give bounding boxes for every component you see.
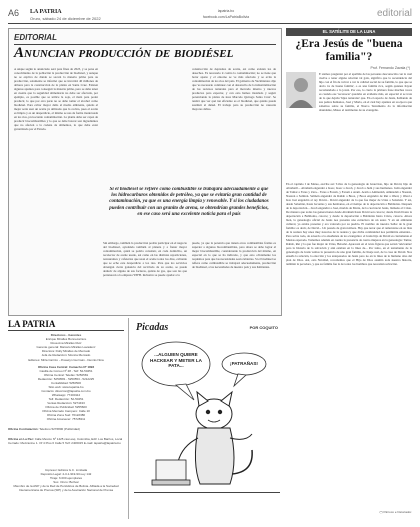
office-line: Oficina Central: Telefax: 5250581 xyxy=(43,373,89,377)
column-lead: E stamos preguntar por el apellido de las personas desconocida con la cual vuelve a tener alguna relación tal gala, significa que la ascendencia del hijo con el fin de volver a ver la calidad social de su familia, lo que que se decía 'es de buena familia', o es una familia rica, según quienes hayan recomendado a la joven. Por eso, lo cierto la primera frase muchas veces es cuando ese 'reconocer' quedaba en evidente más, en especial si se trata de lo que dejaba 'hijos naturales' que. En el espacio de Jesús, hablando de sus padres humanos, José y María, en el cual hay apuntes en su época que sabemos sobre su familia, el Nuevo Testamento da la información abundante, Mateo el testimonio de su evangelio. xyxy=(319,72,412,112)
staff-line: Gerente general: Marcelo Miralles Lavadenz xyxy=(36,345,96,350)
la-paz-value: Calle Mexico Nº 1425 casi esq. Colombia, Edif. Los Barrios, Local Cerrado: Mezzanine 1. Of 4 Piso 6 Calle 5 Telf: 2406015 E-mail: lapatria@lapatria.bo xyxy=(8,437,123,445)
staff-line: Rosa Ana Miralles Ruiz xyxy=(50,341,82,346)
editorial-column-1: A unque según lo anunciado será para fines de 2023, y se pone en conocimiento de la población la producción de biodiésel, y aunque no se explica de dónde se sacará la materia prima para su producción, solamente se informó que se invertirá 40 millones de dólares para la construcción de la planta en Santa Cruz. Existen algunos apuntes para conseguir la materia prima, pero se debe tener en cuenta que la seguridad alimentaria no debe ser afectada, por ejemplo, es posible que se utilice la soja, el maíz para poder producir, lo que por otra parte no se debe tomar el alcohol como biodiésel. Para evitar mayor daño al medio ambiente, quizás el mejor sería usar un aceite ya utilizado que la cocina, pues el aceite es limpio y es un desperdicio, el mismo se usa de forma inadecuada en los ríos, provocando contaminación. La planta debe ser capaz de producir biocombustibles y lo que se debe buscar son ingredientes que no afecten a la cadena de alimentos, lo que debe estar garantizado por el Estado. xyxy=(14,67,98,131)
laptop-base xyxy=(152,480,190,485)
comic-title: Picadas xyxy=(136,322,169,333)
editorial-column-3: construcción de depósitos de aceite, así como existen los de desechos. Es necesario ir contra la contaminación; no se tiene que botar aparte y el entorno se ve más afectado y se evita la contaminación de los ríos del país. El gobierno de Yacimientos dijo que 'es necesario continuar con el desarrollo de la industrialización de los recursos naturales para el mercado interno y nuevos productos para exportar, y con esto hemos instalado y seguir potenciando la planta de úrea Marcelo Quiroga Santa Cruz'. Se tendrá que ver qué tan eficiente es el biodiésel, que quizás pueda sustituir al diésel. El trabajo para su producción no causaría mayores daños. xyxy=(192,67,276,111)
facebook-link[interactable]: facebook.com/LaPatriaBolivia xyxy=(202,15,250,19)
cat-body xyxy=(195,428,234,484)
contact-value: Telefono 5276800 (Publicidad) xyxy=(39,427,80,431)
office-line: Sitio web: www.lapatria.bo xyxy=(48,385,84,389)
office-line: Redacción: 5250581 - 5250553 - 5212225 xyxy=(37,377,95,381)
imprenta-line: Tiraje: 6.000 ejemplares xyxy=(49,476,83,480)
editorial-headline: Anuncian producción de biodiésel xyxy=(14,45,234,61)
pull-quote: Si el biodiésel se refiere como combustible se trabajará adecuadamente a que los hidrocarburos obtenidos de petróleo, ya que se evitaría gran cantidad de contaminación, ya que es una energía limpia y renovable. Y si los ciudadanos pueden contribuir con un granito de arena, se obtendrían grandes beneficios, en ese caso será una excelente noticia para el país xyxy=(109,187,269,217)
imprenta-line: Miembro de la ANP y de la Red de Periódicos de Bolivia. Afiliada a la Sociedad Interamericana de Prensa (SIP) y de la Asociación Nacional de Prensa xyxy=(13,484,119,492)
comic-credit: POR COQUITO xyxy=(249,325,278,330)
bubble-text-1: ...ALGUIEN QUIERE HACKEAR Y METER LA PATA... xyxy=(150,352,202,369)
office-line: Contacto: direccion@lapatria.com.bo xyxy=(41,389,91,393)
masthead-logo: LA PATRIA xyxy=(8,319,56,329)
cat-eye xyxy=(206,410,210,414)
office-line: Ventas Redacción: 5274433 xyxy=(47,401,85,405)
masthead-imprenta xyxy=(8,468,124,492)
masthead-staff xyxy=(8,333,124,362)
imprenta-line: Impresor: Editora G.C. Limitada xyxy=(44,468,88,472)
issue-date: Oruro, sábado 24 de diciembre de 2022 xyxy=(30,16,101,21)
staff-line: Jefa de Redacción: Monica Mercado xyxy=(41,353,91,358)
office-line: Contabilidad: 5250500 xyxy=(50,381,82,385)
column-footnote: (*) Párroco e historiador. xyxy=(379,510,412,514)
editorial-box xyxy=(8,28,282,316)
la-paz-label: Oficina en La Paz: xyxy=(8,437,34,441)
column-body: En el capítulo I de Mateo, escribe así: 'Libro de la genealogía de Jesucristo, hijo de David, hijo de Abraham'... Abraham engendró a Isaac, Isaac a Jacob, y Jacob a Judá y sus hermanos. Judá engendró de Tamar a Fares y Zara... Fares a Esrom, y Esrom a Aram. Aram a Aminadab, Aminadab a Naasón, Naasón a Salmón. Salmón engendró de Rahab a Booz, y Booz engendró de Rut a Obed, y Obed a Isaí. Isaí engendró al rey David... David engendró de la que fue mujer de Urías a Salomón. Y así, desde Salomón, hasta Jeconías y sus hermanos, en el tiempo de la deportación a Babilonia. Después de la deportación... Jacob engendró a José, marido de María, de la cual nació Jesús, llamado el Cristo. De manera que todas las generaciones desde Abraham hasta David son catorce; desde David hasta la deportación a Babilonia, catorce; y desde la deportación a Babilonia hasta Cristo, catorce. Ahora bien, la genealogía oficial de Jesús nos presenta una estructura de un autor. Y en un ambiente cultural, ya estaba presente y era valorada por su pueblo. El nombre de nuestro Señor de la gran familia: es decir, de David... Un pasado de gran nobleza. Hay que notar que al remontarse en su lista de la realeza hay unos muy notorios de la realeza y que dicha continuidad nos permitiría entender... Pero sobre todo, de acuerdo a la enseñanza de los evangelios: el Jesús hijo de David es ciertamente el Mesías esperado. Tomemos además en cuenta la presencia de cuatro mujeres en la genealogía: Tamar, Rahab, Rut y la que fue mujer de Urías, Betsabé. Aparecen en el texto figuras que serían 'relevantes' para la historia de la salvación y aún estaban en la línea de... Por tanto, en el testamento de la genealogía de Jesús vemos la presencia de una gran familia, de linaje real, de la casa de David. Nos enseña la relación, la elección y los antepasados de Jesús pero no en la línea de lo humano sino del plan de Dios. Así, esta Navidad, recordemos que el Hijo de Dios asumió toda nuestra historia, también la pecadora, y que su familia fue la de todos los hombres que necesitan salvación. xyxy=(286,182,412,266)
office-line: Whatsapp: 77400112 xyxy=(51,393,81,397)
section-name: editorial xyxy=(376,8,412,19)
column-byline: Prof. Fernando Zavala (*) xyxy=(370,66,410,70)
office-line: Casilla de Correo Nº 48 - Telf: 52-50451 xyxy=(39,369,93,373)
contact-label: Oficina Contratación: xyxy=(8,427,39,431)
author-photo xyxy=(286,72,316,108)
masthead-offices xyxy=(8,365,124,421)
masthead-la-paz xyxy=(8,437,124,445)
page-header xyxy=(8,8,412,22)
cat-tail xyxy=(232,450,252,474)
comic-ground xyxy=(134,492,280,493)
office-line: Oficina Casa Central: Camacho Nº 1892 xyxy=(37,365,95,369)
editorial-label: EDITORIAL xyxy=(14,33,57,42)
staff-line: Directora: Dolly Miralles de Mercado xyxy=(41,349,91,354)
editorial-column-3b: puede, ya que la potencia que tienen otros combustibles fósiles es superior a algunos biocombustibles, pero ahora se debe lograr al mejor biocombustible, considerando la producción del mismo, en especial en lo que se ha indicado, y que esto obviamente los requisitos para que las necesidades sean cubiertas. Si el biodiésel se refiere como combustible se trabajará adecuadamente, producción de biodiésel, a las necesidades de nuestro país y sus habitantes. xyxy=(192,241,276,269)
staff-line: Directores - Gerentes xyxy=(50,333,82,337)
masthead-rule xyxy=(8,330,124,331)
office-line: Oficina Zona Sud: 76122380 xyxy=(46,413,86,417)
staff-line: Editores: Mirla Carrizo - Jhoselyn Guzmán - Dennis Nina xyxy=(28,357,104,362)
website-link[interactable]: lapatria.bo xyxy=(217,9,235,13)
speech-bubble-tail xyxy=(176,384,194,400)
masthead-contact xyxy=(8,427,124,431)
office-line: Oficina Amanecer: 75728311 xyxy=(46,417,86,421)
imprenta-line: Suc. Oruro: Bolívar xyxy=(53,480,79,484)
cat-arm xyxy=(230,434,252,439)
page-number: A6 xyxy=(8,8,20,18)
paper-logo: LA PATRIA xyxy=(30,9,62,15)
imprenta-line: Depósito Legal: 4-3-1-919-93-Ley 142 xyxy=(40,472,92,476)
column-title: ¿Era Jesús de "buena familia"? xyxy=(295,38,403,63)
masthead-box xyxy=(8,318,129,519)
staff-line: Enrique Miralles Bonnecarrère xyxy=(45,337,87,342)
opinion-column xyxy=(286,28,412,519)
comic-panel xyxy=(134,320,280,519)
bubble-text-2: ¡PATRAÑAS! xyxy=(230,361,258,366)
laptop-screen xyxy=(156,460,186,480)
speech-bubble-tail xyxy=(234,374,246,386)
office-line: Oficina Mercado Campero: Calle 10 xyxy=(42,409,90,413)
office-line: Telf. Redacción: 52-50451 xyxy=(48,397,84,401)
editorial-column-2: Sin embargo, también la producción podría participar en el negocio del biodiésel, ayudando también al planeta y a frenar mayor contaminación, quizá se podría construir, en cada domicilio, un recolector de aceite usado, así como en las distintas reparticiones, restaurantes y cafeterías que usan el aceite todos los días, evitando que se eche este desperdicio a los ríos. Para que los servicios obtengan cierta ganancia del reciclado de su aceite, se puede deducir de alguna de sus facturas, quizás de gas, que son las que pertenecen a la empresa YPFB. Inclusive se puede ayudar a la xyxy=(103,241,187,277)
office-line: Oficina de Publicidad: 5255600 xyxy=(45,405,87,409)
header-divider xyxy=(8,23,412,24)
cat-eye xyxy=(218,410,222,414)
column-kicker: EL SATÉLITE DE LA LUNA xyxy=(286,28,412,36)
